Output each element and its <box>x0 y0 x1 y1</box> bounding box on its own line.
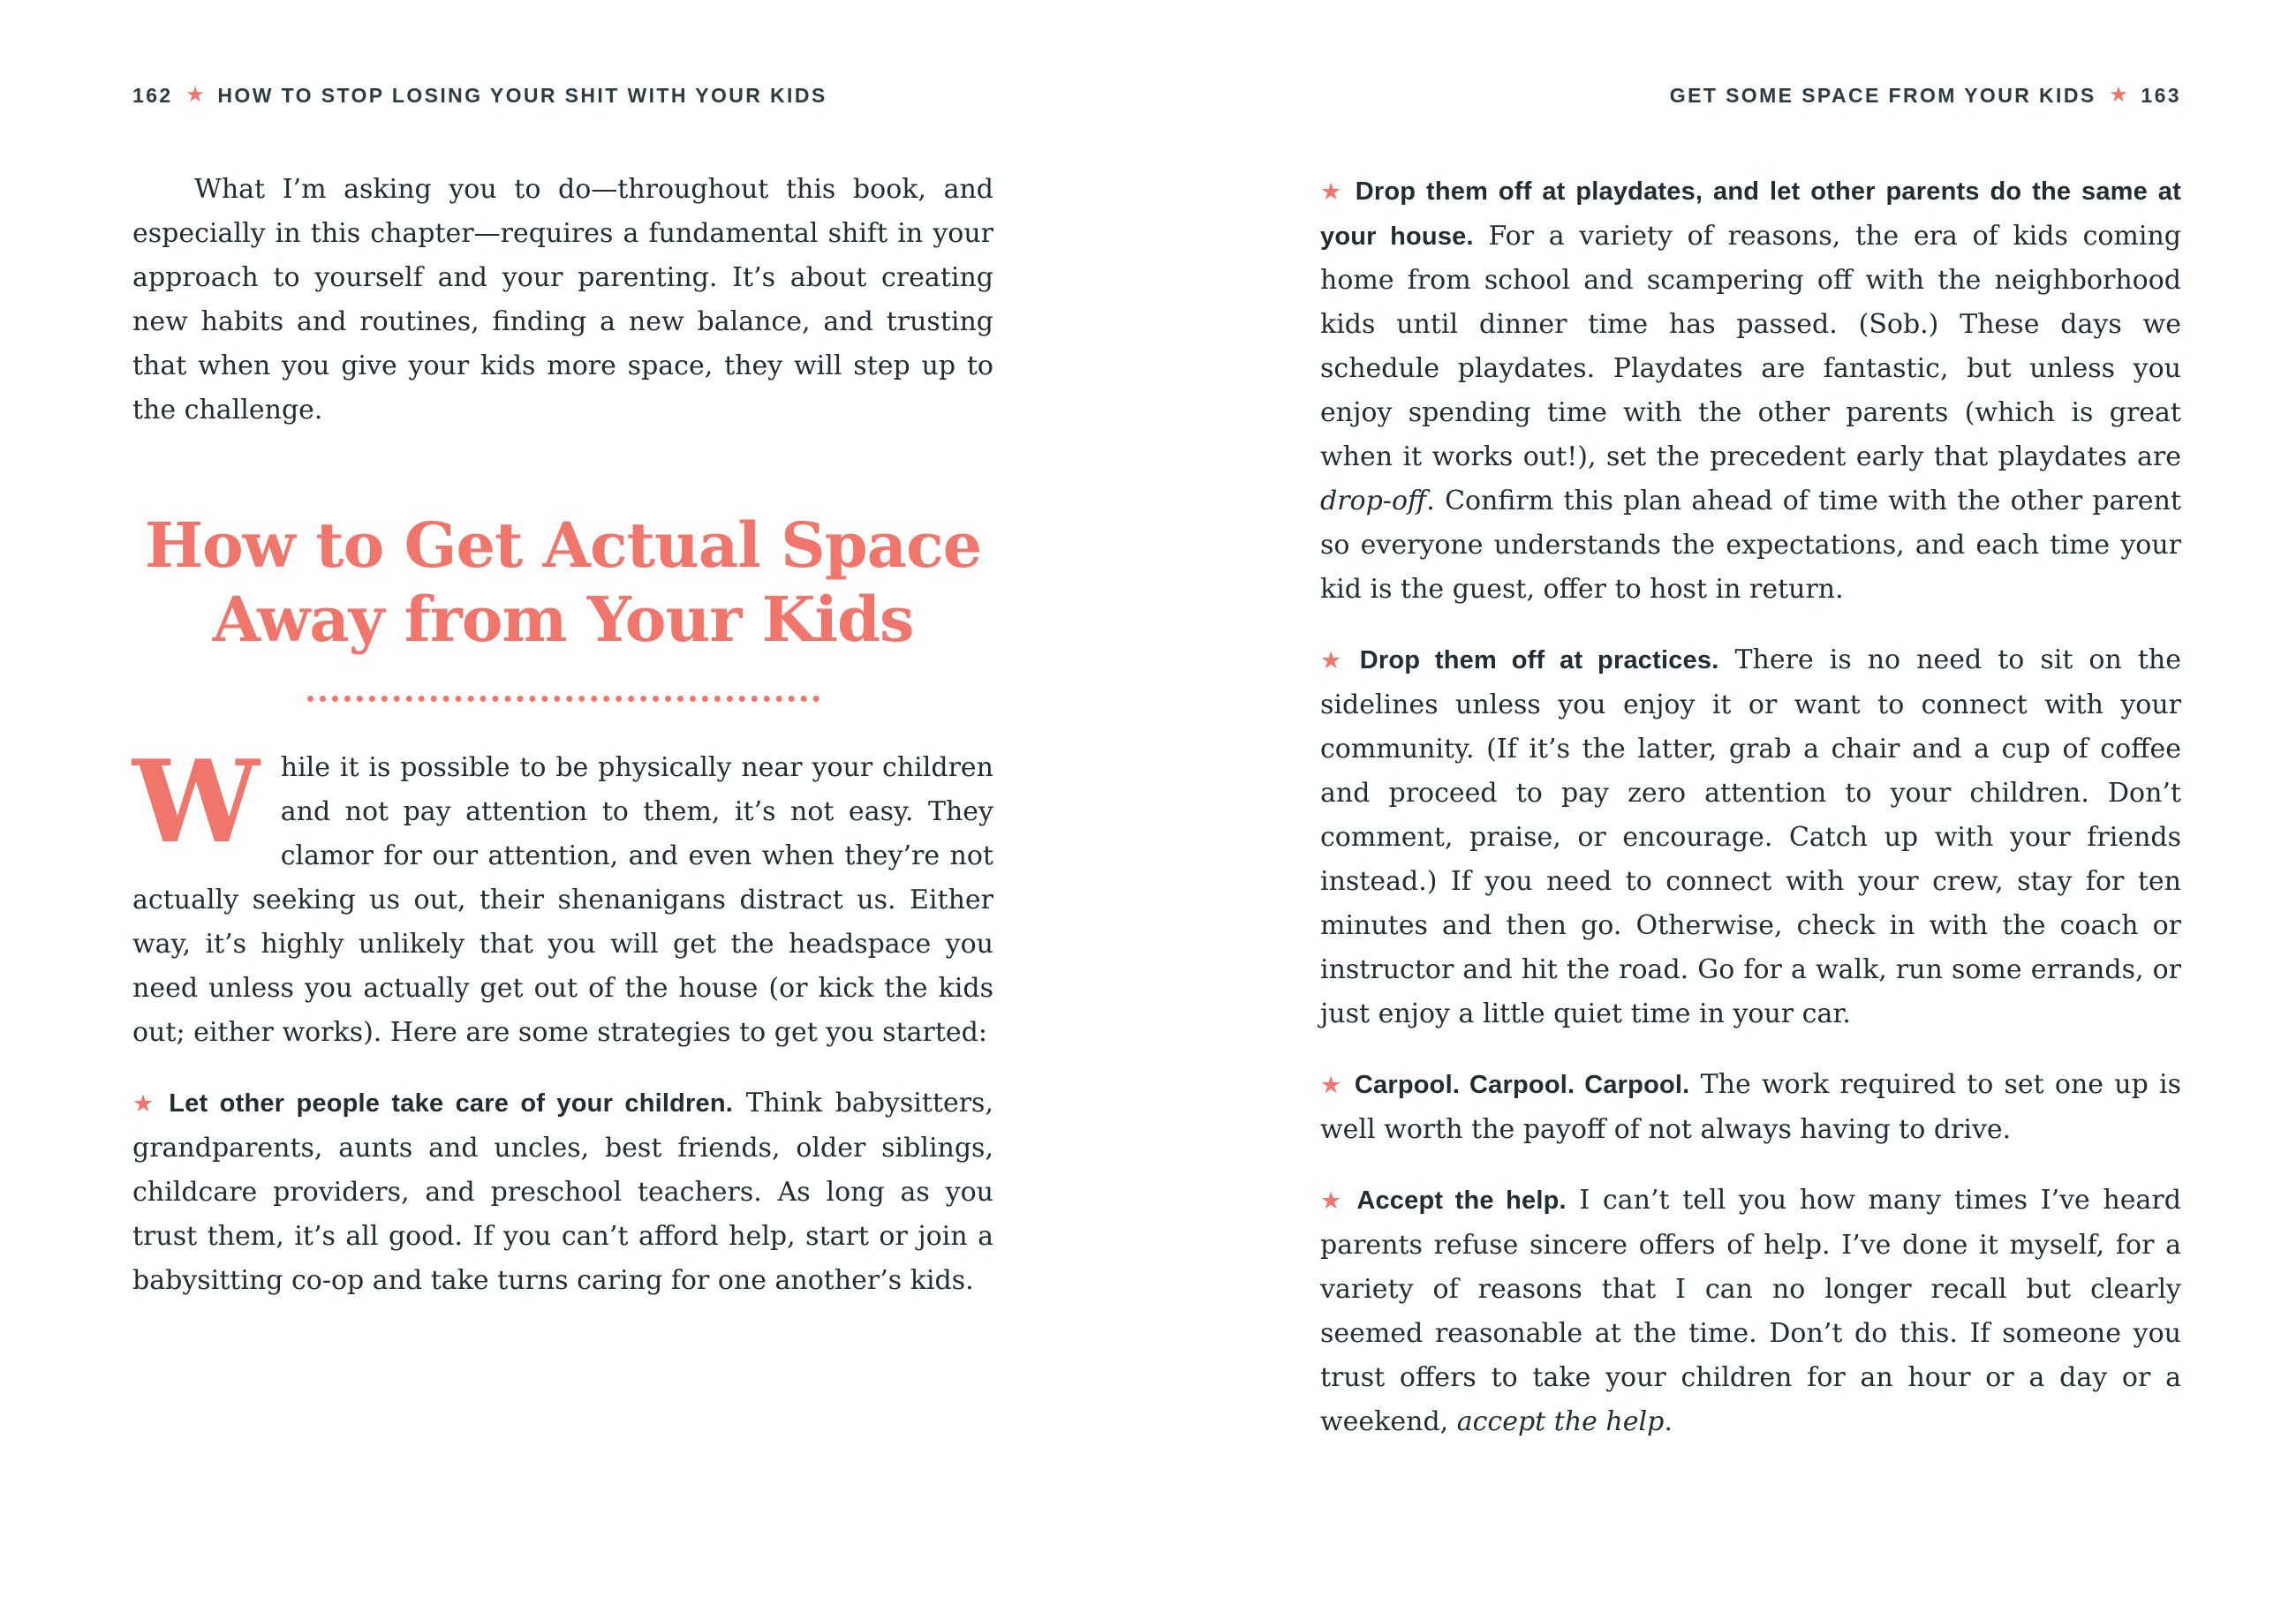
bullet-text: Think babysitters, grandparents, aunts and uncles, best friends, older siblings, childcare providers, and preschool teachers. As long as you trust them, it’s all good. If you can’t afford help, start or join a babysitting co-op and take turns caring for one another’s kids. <box>132 1088 993 1296</box>
bullet-lead: Drop them off at playdates, and let other parents do the same at your house. <box>1320 177 2181 251</box>
bullet-item <box>1320 1063 2181 1152</box>
chapter-heading-line1: How to Get Actual Space <box>144 508 982 582</box>
header-star-icon: ★ <box>186 85 204 105</box>
bullet-text: For a variety of reasons, the era of kids coming home from school and scampering off with the neighborhood kids until dinner time has passed. (Sob.) These days we schedule playdates. Playdates are fantastic, but unless you enjoy spending time with the other parents (which is great when it works out!), set the precedent early that playdates are <box>1320 221 2181 472</box>
header-star-icon: ★ <box>2110 85 2127 105</box>
bullet-item <box>1320 1179 2181 1444</box>
bullet-text: The work required to set one up is well worth the payoff of not always having to drive. <box>1320 1069 2181 1145</box>
bullet-text-after: . <box>1664 1406 1673 1437</box>
page-left <box>132 0 993 1597</box>
bullet-text: I can’t tell you how many times I’ve heard parents refuse sincere offers of help. I’ve done it myself, for a variety of reasons that I can no longer recall but clearly seemed reasonable at the time. Don’t do this. If someone you trust offers to take your children for an hour or a day or a weekend, <box>1320 1185 2181 1437</box>
chapter-heading <box>132 508 993 657</box>
left-page-number: 162 <box>132 84 173 107</box>
opening-paragraph <box>132 736 993 1055</box>
bullet-lead: Drop them off at practices. <box>1359 646 1719 674</box>
bullet-item <box>1320 169 2181 612</box>
bullet-lead: Accept the help. <box>1356 1186 1567 1215</box>
bullet-item <box>1320 638 2181 1036</box>
page-right <box>1320 0 2181 1597</box>
left-running-head <box>132 84 993 108</box>
right-running-head <box>1320 84 2181 108</box>
right-header-title: GET SOME SPACE FROM YOUR KIDS <box>1669 84 2096 107</box>
right-page-number: 163 <box>2141 84 2181 107</box>
left-header-title: HOW TO STOP LOSING YOUR SHIT WITH YOUR KIDS <box>217 84 827 107</box>
bullet-text: There is no need to sit on the sidelines unless you enjoy it or want to connect with your community. (If it’s the latter, grab a chair and a cup of coffee and proceed to pay zero attention to your children. Don’t comment, praise, or encourage. Catch up with your friends instead.) If you need to connect with your crew, stay for ten minutes and then go. Otherwise, check in with the coach or instructor and hit the road. Go for a walk, run some errands, or just enjoy a little quiet time in your car. <box>1320 644 2181 1029</box>
star-icon: ★ <box>1320 647 1349 674</box>
bullet-item <box>132 1081 993 1303</box>
star-icon: ★ <box>132 1090 159 1118</box>
bullet-lead: Carpool. Carpool. Carpool. <box>1354 1071 1690 1099</box>
bullet-lead: Let other people take care of your children. <box>169 1089 734 1118</box>
intro-paragraph: What I’m asking you to do—throughout this book, and especially in this chapter—requires a fundamental shift in your approach to yourself and your parenting. It’s about creating new habits and routines, finding a new balance, and trusting that when you give your kids more space, they will step up to the challenge. <box>132 174 993 426</box>
dotted-divider <box>307 696 819 702</box>
star-icon: ★ <box>1320 178 1345 206</box>
dropcap-w: W <box>132 736 260 869</box>
opening-text: hile it is possible to be physically near your children and not pay attention to them, it’s not easy. They clamor for our attention, and even when they’re not actually seeking us out, their shenanigans distract us. Either way, it’s highly unlikely that you will get the headspace you need unless you actually get out of the house (or kick the kids out; either works). Here are some strategies to get you started: <box>132 752 993 1048</box>
bullet-text-after: . Confirm this plan ahead of time with the other parent so everyone understands the expectations, and each time your kid is the guest, offer to host in return. <box>1320 486 2181 605</box>
star-icon: ★ <box>1320 1187 1347 1215</box>
bullet-text-italic: accept the help <box>1456 1406 1665 1437</box>
star-icon: ★ <box>1320 1072 1344 1099</box>
bullet-text-italic: drop-off <box>1320 486 1427 516</box>
chapter-heading-line2: Away from Your Kids <box>212 583 914 656</box>
